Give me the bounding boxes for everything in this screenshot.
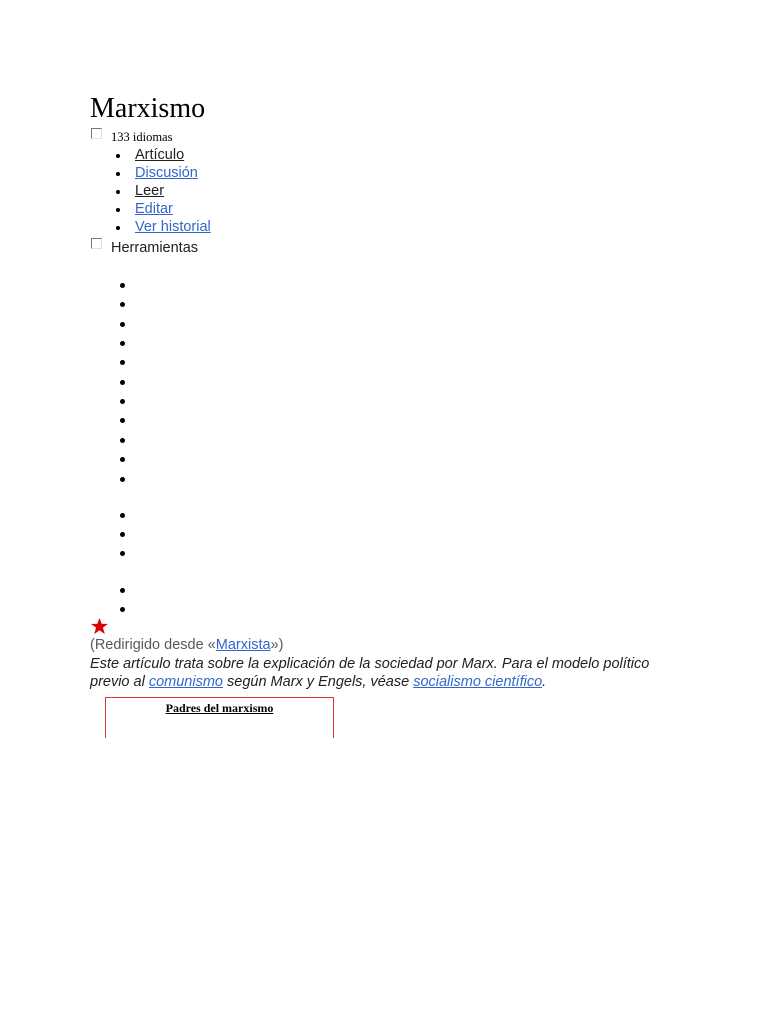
list-bullet bbox=[120, 513, 125, 518]
tab-discusion-link[interactable]: Discusión bbox=[135, 165, 198, 181]
hatnote-text-1: Este artículo trata sobre la explicación de la sociedad por Marx. Para el modelo político previo al bbox=[90, 656, 650, 690]
tab-leer-link[interactable]: Leer bbox=[135, 183, 165, 199]
list-bullet bbox=[120, 418, 125, 423]
tab-editar-link[interactable]: Editar bbox=[135, 201, 173, 217]
list-bullet bbox=[120, 532, 125, 537]
languages-label[interactable]: 133 idiomas bbox=[111, 130, 173, 144]
hatnote-text-2: según Marx y Engels, véase bbox=[227, 674, 410, 690]
list-bullet bbox=[120, 457, 125, 462]
list-bullet bbox=[120, 551, 125, 556]
list-bullet bbox=[120, 380, 125, 385]
list-bullet bbox=[120, 360, 125, 365]
list-bullet bbox=[120, 477, 125, 482]
list-bullet bbox=[120, 283, 125, 288]
list-bullet bbox=[120, 399, 125, 404]
infobox-title[interactable]: Padres del marxismo bbox=[165, 701, 274, 715]
tab-editar bbox=[90, 200, 211, 218]
tools-checkbox[interactable] bbox=[91, 238, 102, 249]
hatnote-link-comunismo[interactable]: comunismo bbox=[148, 674, 223, 690]
tab-discusion bbox=[90, 164, 211, 182]
list-bullet bbox=[120, 322, 125, 327]
tools-label[interactable]: Herramientas bbox=[111, 240, 199, 256]
list-bullet bbox=[120, 302, 125, 307]
page-title: Marxismo bbox=[90, 93, 206, 124]
list-bullet bbox=[120, 607, 125, 612]
tab-ver-historial bbox=[90, 218, 211, 236]
redirect-suffix: ») bbox=[270, 637, 284, 653]
tab-ver-historial-link[interactable]: Ver historial bbox=[135, 219, 211, 235]
list-bullet bbox=[120, 588, 125, 593]
tab-articulo bbox=[90, 146, 211, 164]
red-star-icon bbox=[90, 617, 109, 636]
hatnote-end: . bbox=[542, 674, 547, 690]
redirect-prefix: (Redirigido desde « bbox=[90, 637, 216, 653]
redirect-notice bbox=[90, 637, 283, 653]
hatnote bbox=[90, 655, 690, 691]
hatnote-link-socialismo[interactable]: socialismo científico bbox=[413, 674, 543, 690]
redirect-source-link[interactable]: Marxista bbox=[215, 637, 271, 653]
languages-checkbox[interactable] bbox=[91, 128, 102, 139]
page-tabs bbox=[90, 146, 211, 236]
list-bullet bbox=[120, 341, 125, 346]
tab-articulo-link[interactable]: Artículo bbox=[135, 147, 185, 163]
list-bullet bbox=[120, 438, 125, 443]
tab-leer bbox=[90, 182, 211, 200]
infobox bbox=[105, 697, 334, 738]
